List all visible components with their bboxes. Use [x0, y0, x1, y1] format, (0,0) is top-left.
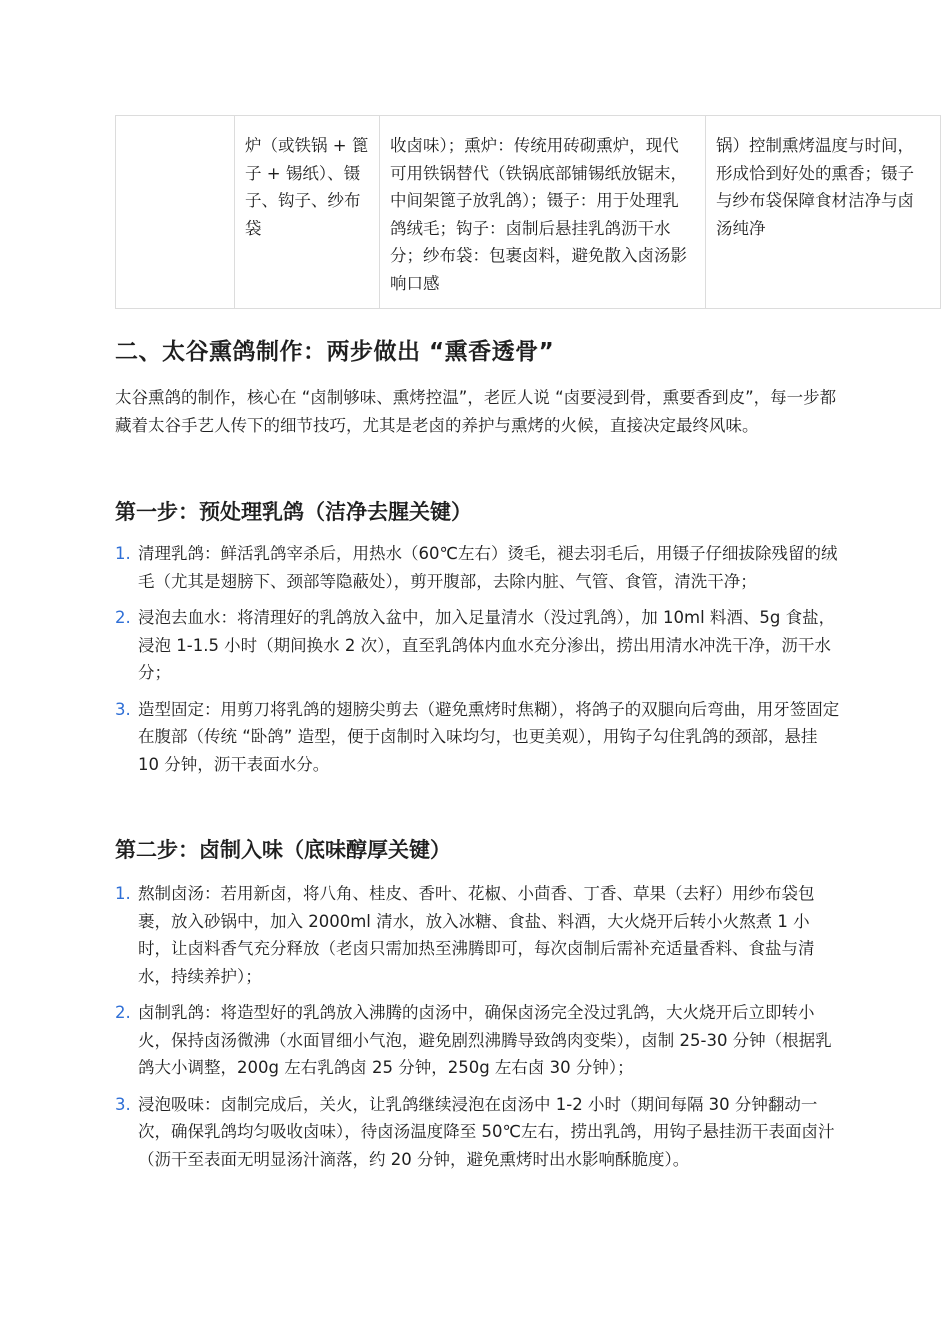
list-item [115, 880, 841, 990]
list-item-text: 造型固定：用剪刀将乳鸽的翅膀尖剪去（避免熏烤时焦糊），将鸽子的双腿向后弯曲，用牙签固定在腹部（传统 “卧鸽” 造型，便于卤制时入味均匀，也更美观），用钩子勾住乳鸽的颈部，悬挂 10 分钟，沥干表面水分。 [138, 699, 840, 774]
list-item [115, 1091, 841, 1174]
step1-list [115, 540, 841, 787]
list-item [115, 604, 841, 687]
list-number: 2. [115, 608, 131, 627]
step1-heading: 第一步：预处理乳鸽（洁净去腥关键） [115, 500, 472, 524]
table-row [116, 116, 941, 309]
list-item [115, 696, 841, 779]
section-title: 二、太谷熏鸽制作：两步做出 “熏香透骨” [115, 339, 555, 365]
list-item-text: 浸泡去血水：将清理好的乳鸽放入盆中，加入足量清水（没过乳鸽），加 10ml 料酒、5g 食盐，浸泡 1-1.5 小时（期间换水 2 次），直至乳鸽体内血水充分渗出，捞出用清水冲洗干净，沥干水分； [138, 608, 836, 682]
list-number: 1. [115, 884, 131, 903]
step2-list [115, 880, 841, 1182]
step2-heading: 第二步：卤制入味（底味醇厚关键） [115, 838, 451, 862]
list-item-text: 浸泡吸味：卤制完成后，关火，让乳鸽继续浸泡在卤汤中 1-2 小时（期间每隔 30 分钟翻动一次，确保乳鸽均匀吸收卤味），待卤汤温度降至 50℃左右，捞出乳鸽，用钩子悬挂沥干表面卤汁（沥干至表面无明显汤汁滴落，约 20 分钟，避免熏烤时出水影响酥脆度）。 [138, 1094, 835, 1169]
tools-table-fragment [115, 115, 941, 309]
table-cell-effect: 锅）控制熏烤温度与时间，形成恰到好处的熏香；镊子与纱布袋保障食材洁净与卤汤纯净 [706, 116, 941, 309]
intro-paragraph: 太谷熏鸽的制作，核心在 “卤制够味、熏烤控温”，老匠人说 “卤要浸到骨，熏要香到皮”，每一步都藏着太谷手艺人传下的细节技巧，尤其是老卤的养护与熏烤的火候，直接决定最终风味。 [115, 388, 837, 435]
list-number: 1. [115, 544, 131, 563]
list-number: 2. [115, 1003, 131, 1022]
list-item [115, 999, 841, 1082]
list-item-text: 清理乳鸽：鲜活乳鸽宰杀后，用热水（60℃左右）烫毛，褪去羽毛后，用镊子仔细拔除残留的绒毛（尤其是翅膀下、颈部等隐蔽处），剪开腹部，去除内脏、气管、食管，清洗干净； [138, 544, 838, 591]
list-item-text: 熬制卤汤：若用新卤，将八角、桂皮、香叶、花椒、小茴香、丁香、草果（去籽）用纱布袋包裹，放入砂锅中，加入 2000ml 清水，放入冰糖、食盐、料酒，大火烧开后转小火熬煮 1 小时，让卤料香气充分释放（老卤只需加热至沸腾即可，每次卤制后需补充适量香料、食盐与清水，持续养护）； [138, 884, 815, 986]
table-cell-category [116, 116, 235, 309]
list-number: 3. [115, 699, 131, 719]
table-cell-usage: 收卤味）；熏炉：传统用砖砌熏炉，现代可用铁锅替代（铁锅底部铺锡纸放锯末，中间架篦子放乳鸽）；镊子：用于处理乳鸽绒毛；钩子：卤制后悬挂乳鸽沥干水分；纱布袋：包裹卤料，避免散入卤汤影响口感 [380, 116, 706, 309]
list-number: 3. [115, 1094, 131, 1114]
table-cell-tools: 炉（或铁锅 + 篦子 + 锡纸）、镊子、钩子、纱布袋 [235, 116, 380, 309]
list-item-text: 卤制乳鸽：将造型好的乳鸽放入沸腾的卤汤中，确保卤汤完全没过乳鸽，大火烧开后立即转小火，保持卤汤微沸（水面冒细小气泡，避免剧烈沸腾导致鸽肉变柴），卤制 25-30 分钟（根据乳鸽大小调整，200g 左右乳鸽卤 25 分钟，250g 左右卤 30 分钟）； [138, 1003, 832, 1077]
list-item [115, 540, 841, 595]
